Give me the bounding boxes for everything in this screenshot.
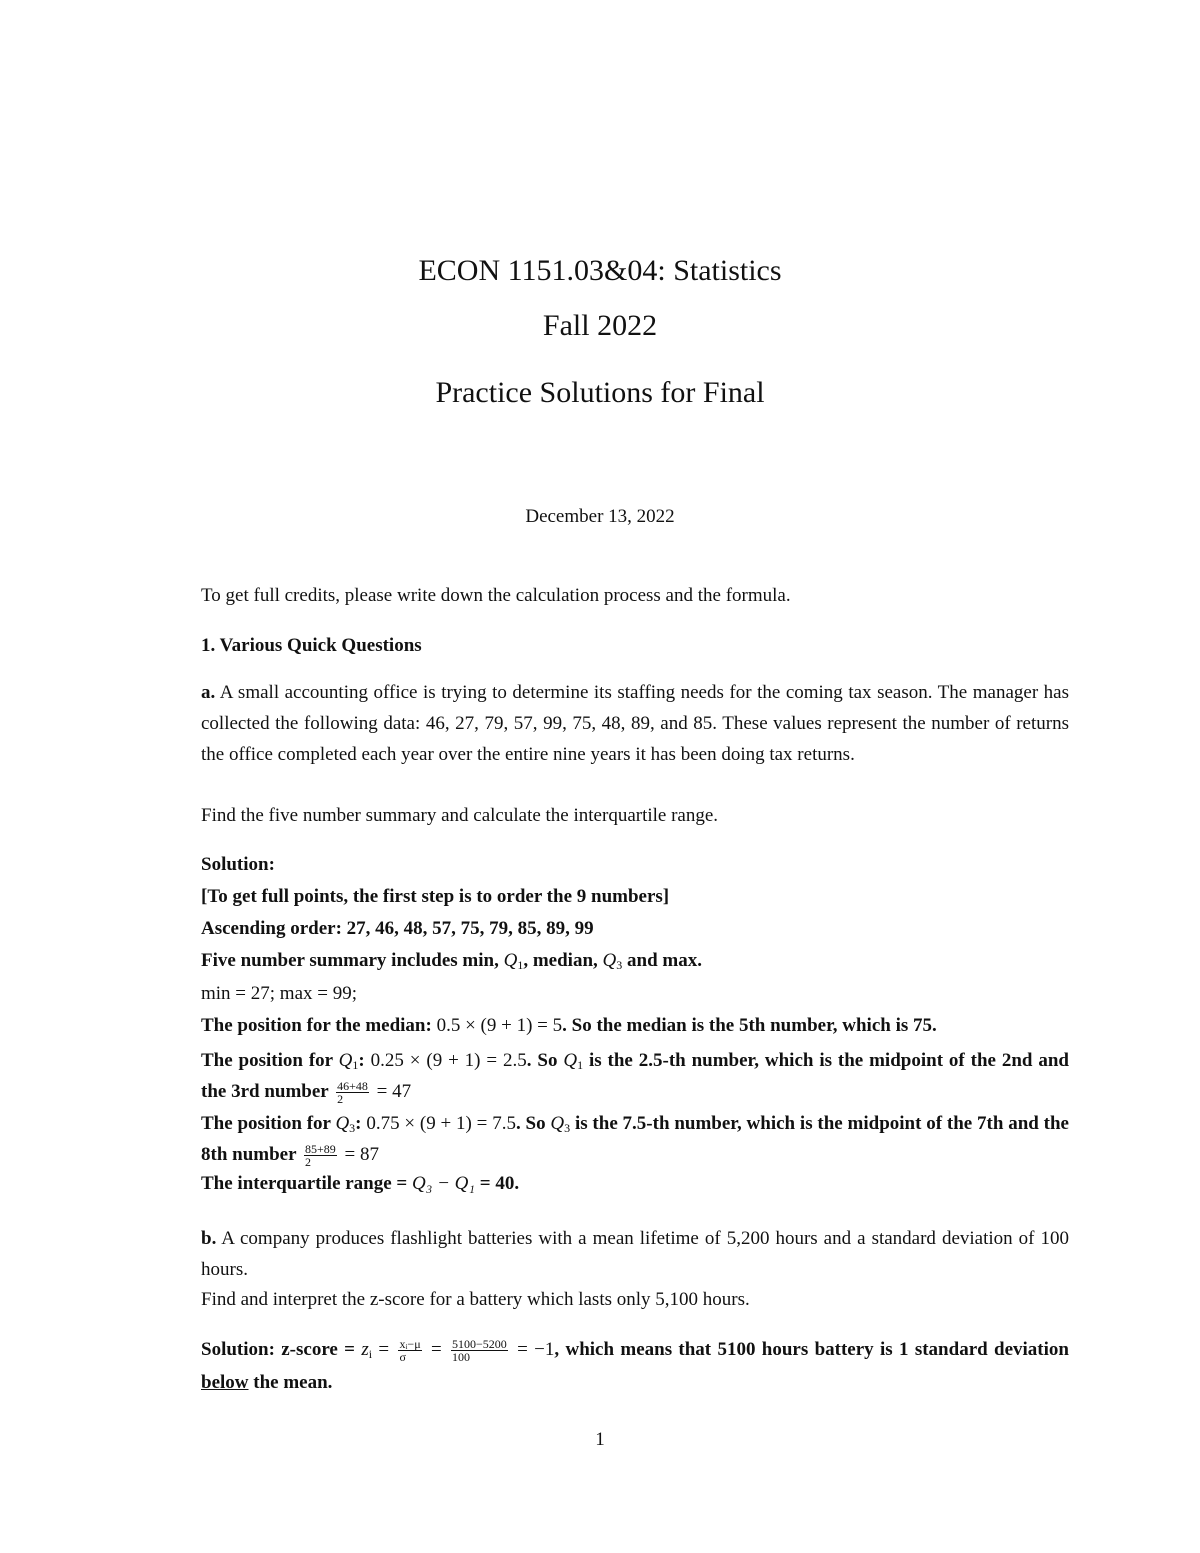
instructions: To get full credits, please write down the calculation process and the formula. (201, 585, 791, 606)
q3-subscript: 3 (616, 958, 623, 972)
q3-result: = 87 (339, 1144, 379, 1165)
q3-symbol: Q (602, 950, 617, 971)
q3-colon: : (355, 1113, 367, 1134)
zscore-value-numerator: 5100−5200 (452, 1337, 507, 1352)
zscore-formula-fraction (398, 1338, 421, 1363)
five-text-a: Five number summary includes min, (201, 950, 504, 971)
q3-fraction (304, 1143, 337, 1168)
median-text-b: . So the median is the 5th number, which is 75. (562, 1015, 937, 1036)
q1-var-repeat: Q (563, 1050, 578, 1071)
q3-fraction-numerator: 85+89 (304, 1142, 336, 1157)
q3-text-b2: is the 7.5-th number, which is the midpoint of the 7th and the 8th number (201, 1113, 1069, 1165)
z-symbol: z (361, 1339, 369, 1360)
term: Fall 2022 (542, 309, 658, 342)
question-b-task: Find and interpret the z-score for a battery which lasts only 5,100 hours. (201, 1289, 750, 1310)
five-number-summary (166, 949, 1069, 973)
q1-fraction-denominator: 2 (337, 1092, 344, 1107)
q1-var: Q (338, 1050, 353, 1071)
zscore-result: = −1 (510, 1339, 555, 1360)
question-a (166, 677, 1069, 770)
solution-a-step-note: [To get full points, the first step is to order the 9 numbers] (201, 886, 670, 907)
five-text-c: and max. (622, 950, 702, 971)
question-a-text: A small accounting office is trying to determine its staffing needs for the coming tax season. The manager has collected the following data: 46, 27, 79, 57, 99, 75, 48, 89, and 85. These values represent the number of returns the office completed each year over the entire nine years it has been doing tax returns. (201, 682, 1069, 765)
solution-b (166, 1333, 1069, 1399)
zscore-formula-numerator: xᵢ−μ (399, 1337, 421, 1352)
q3-text-a: The position for (201, 1113, 336, 1134)
question-b-label: b. (201, 1228, 217, 1249)
q1-text-b2: is the 2.5-th number, which is the midpoint of the 2nd and the 3rd number (201, 1050, 1069, 1102)
median-text-a: The position for the median: (201, 1015, 437, 1036)
solution-b-text-b: , which means that 5100 hours battery is 1 standard deviation (554, 1339, 1069, 1360)
q1-colon: : (358, 1050, 371, 1071)
q3-fraction-denominator: 2 (304, 1155, 311, 1170)
five-text-b: , median, (523, 950, 603, 971)
question-b (166, 1223, 1069, 1285)
question-a-label: a. (201, 682, 216, 703)
q3-var-repeat-subscript: 3 (564, 1121, 571, 1135)
question-a-task: Find the five number summary and calculate the interquartile range. (201, 805, 719, 826)
zscore-formula-denominator: σ (399, 1350, 406, 1365)
iqr-text-a: The interquartile range = (201, 1173, 413, 1194)
q3-text-b: . So (515, 1113, 551, 1134)
q1-position (166, 1045, 1069, 1107)
solution-b-text-a: Solution: z-score = (201, 1339, 362, 1360)
q1-fraction (336, 1080, 369, 1105)
q1-expression: 0.25 × (9 + 1) = 2.5 (370, 1050, 527, 1071)
document-title: Practice Solutions for Final (435, 376, 765, 409)
q1-subscript: 1 (517, 958, 524, 972)
section-heading: 1. Various Quick Questions (201, 635, 422, 656)
q3-expression: 0.75 × (9 + 1) = 7.5 (366, 1113, 516, 1134)
q1-var-subscript: 1 (352, 1058, 359, 1072)
q1-symbol: Q (503, 950, 518, 971)
interquartile-range (166, 1172, 1069, 1196)
q3-var-repeat: Q (550, 1113, 565, 1134)
zscore-value-denominator: 100 (452, 1350, 471, 1365)
solution-b-text-c: the mean. (248, 1372, 333, 1393)
ascending-order: Ascending order: 27, 46, 48, 57, 75, 79, 85, 89, 99 (201, 918, 594, 939)
q1-fraction-numerator: 46+48 (337, 1079, 368, 1094)
below-underlined: below (201, 1372, 249, 1393)
iqr-text-b: = 40. (475, 1173, 520, 1194)
q1-result: = 47 (371, 1081, 412, 1102)
min-max: min = 27; max = 99; (201, 983, 358, 1004)
iqr-expression: Q₃ − Q₁ (412, 1173, 475, 1194)
q3-var-subscript: 3 (349, 1121, 356, 1135)
date: December 13, 2022 (525, 506, 675, 527)
equals-2: = (424, 1339, 449, 1360)
q1-text-b: . So (526, 1050, 564, 1071)
q3-var: Q (335, 1113, 350, 1134)
solution-a-label: Solution: (201, 854, 275, 875)
zscore-value-fraction (451, 1338, 508, 1363)
median-position (166, 1014, 1069, 1038)
z-subscript: i (368, 1347, 373, 1361)
page-number: 1 (595, 1429, 605, 1450)
question-b-text: A company produces flashlight batteries with a mean lifetime of 5,200 hours and a standard deviation of 100 hours. (201, 1228, 1069, 1280)
median-expression: 0.5 × (9 + 1) = 5 (436, 1015, 563, 1036)
equals-1: = (372, 1339, 396, 1360)
course-title: ECON 1151.03&04: Statistics (418, 254, 782, 287)
q1-text-a: The position for (201, 1050, 339, 1071)
q3-position (166, 1108, 1069, 1170)
q1-var-repeat-subscript: 1 (577, 1058, 584, 1072)
